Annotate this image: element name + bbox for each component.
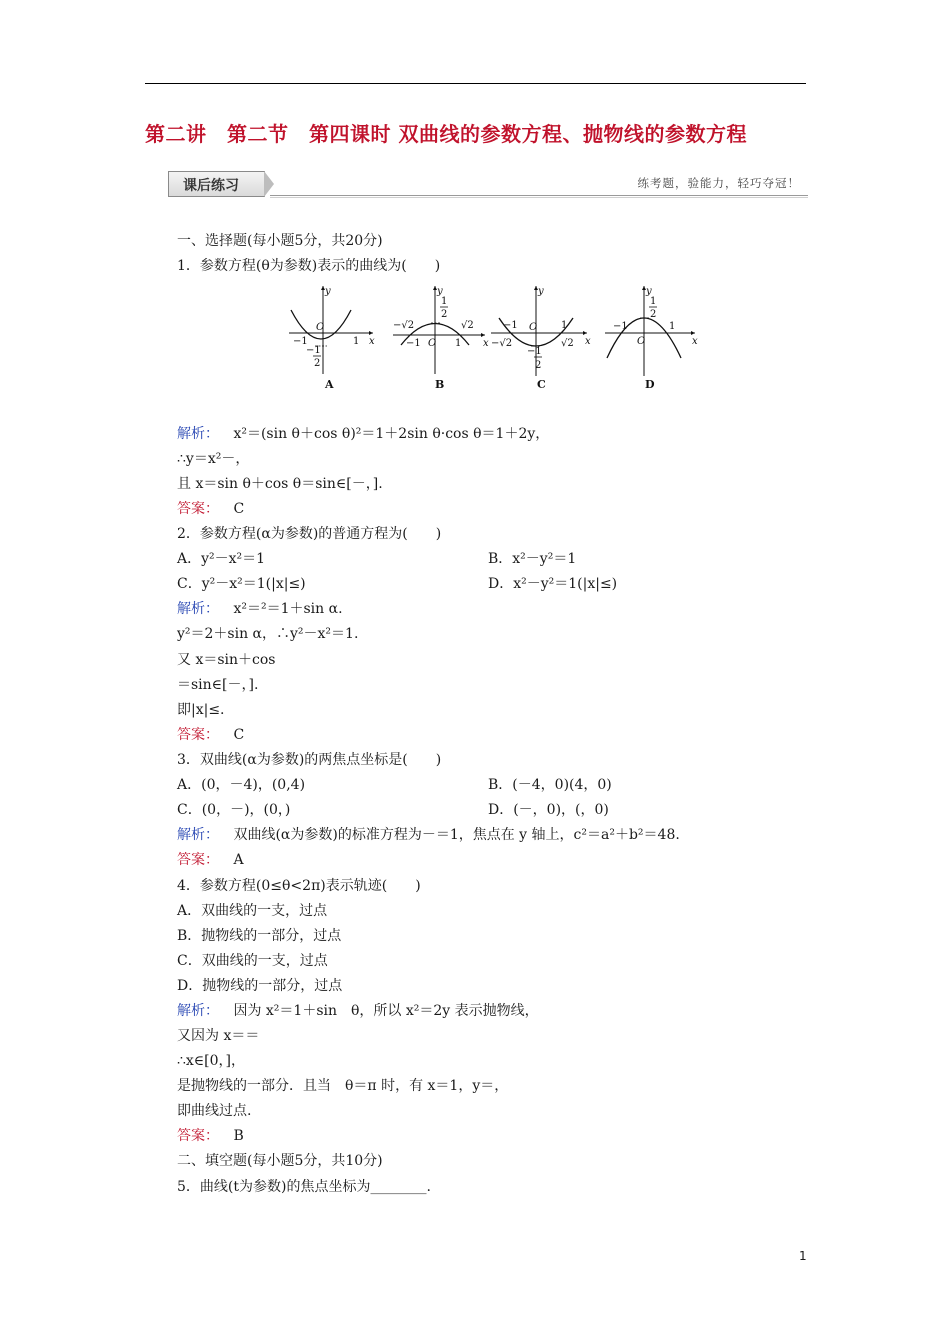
graph-c	[491, 286, 591, 391]
section-2-heading: 二、填空题(每小题5分，共10分)	[177, 1153, 383, 1169]
graph-b-x-label: x	[483, 338, 489, 349]
q2-solution-5: 即|x|≤.	[177, 702, 225, 718]
q3-stem: 3．双曲线(α为参数)的两焦点坐标是( )	[177, 752, 442, 768]
option-d-label: D	[645, 378, 655, 391]
graph-c-half-den: 2	[535, 360, 542, 371]
page-title: 第二讲 第二节 第四课时 双曲线的参数方程、抛物线的参数方程	[145, 122, 747, 146]
graph-b-y-label: y	[437, 286, 443, 297]
q4-option-d: D．抛物线的一部分，过点	[177, 978, 343, 994]
graph-b	[393, 286, 489, 391]
q2-solution-2: y²＝2＋sin α，∴y²－x²＝1.	[177, 626, 359, 642]
graph-d-half-den: 2	[650, 309, 657, 320]
section-heading: 一、选择题(每小题5分，共20分)	[177, 233, 383, 249]
graph-b-neg-sqrt2: −√2	[393, 320, 415, 331]
graph-c-half-num: −1	[527, 346, 542, 357]
option-c-label: C	[537, 378, 546, 391]
q4-answer-line	[177, 1127, 244, 1145]
q1-solution-3: 且 x＝sin θ＋cos θ＝sin∈[－，].	[177, 476, 383, 492]
q1-solution-line	[177, 425, 549, 443]
graph-a-origin: O	[316, 322, 325, 333]
graph-a-half-den: 2	[314, 358, 321, 369]
graph-d	[605, 286, 698, 391]
q1-answer: C	[233, 501, 245, 517]
q4-solution-2: 又因为 x＝＝	[177, 1028, 260, 1044]
q4-answer: B	[233, 1128, 244, 1144]
q1-solution-1: x²＝(sin θ＋cos θ)²＝1＋2sin θ·cos θ＝1＋2y，	[233, 426, 550, 442]
exercise-banner	[168, 171, 808, 197]
graph-a	[289, 286, 375, 391]
graph-d-y-label: y	[646, 286, 652, 297]
q1-analysis-label: 解析：	[177, 426, 219, 442]
q2-solution-3: 又 x＝sin＋cos	[177, 652, 276, 668]
q3-option-b: B．(－4，0)(4，0)	[488, 777, 612, 793]
q2-analysis-label: 解析：	[177, 601, 219, 617]
option-graphs	[285, 282, 705, 392]
q3-solution-1: 双曲线(α为参数)的标准方程为－＝1，焦点在 y 轴上，c²＝a²＋b²＝48.	[233, 827, 680, 843]
graph-c-x-label: x	[585, 336, 591, 347]
q4-solution-4: 是抛物线的一部分．且当 θ＝π 时，有 x＝1，y＝，	[177, 1078, 509, 1094]
graph-b-one: 1	[455, 338, 462, 349]
q2-answer-line	[177, 726, 244, 744]
q4-solution-3: ∴x∈[0，]，	[177, 1053, 245, 1069]
graph-b-half-den: 2	[441, 309, 448, 320]
q2-option-d: D．x²－y²＝1(|x|≤)	[488, 576, 618, 592]
q5-stem: 5．曲线(t为参数)的焦点坐标为________.	[177, 1179, 431, 1195]
q4-option-a: A．双曲线的一支，过点	[177, 903, 328, 919]
graph-d-neg-one: −1	[613, 321, 628, 332]
q4-stem: 4．参数方程(0≤θ<2π)表示轨迹( )	[177, 878, 421, 894]
q3-option-d: D．(－，0)，(，0)	[488, 802, 609, 818]
graph-d-origin: O	[637, 336, 646, 347]
graph-b-origin: O	[428, 338, 437, 349]
graph-d-half-num: 1	[650, 296, 657, 307]
q3-option-c: C．(0，－)，(0，)	[177, 802, 291, 818]
graph-a-y-label: y	[325, 286, 331, 297]
question-1-stem: 1．参数方程(θ为参数)表示的曲线为( )	[177, 258, 441, 274]
q4-solution-1: 因为 x²＝1＋sin θ，所以 x²＝2y 表示抛物线，	[233, 1003, 539, 1019]
q3-analysis-label: 解析：	[177, 827, 219, 843]
graph-c-sqrt2: √2	[561, 338, 574, 349]
q4-solution-line	[177, 1002, 539, 1020]
q3-answer: A	[233, 852, 244, 868]
header-rule	[145, 83, 806, 84]
banner-slogan: 练考题，验能力，轻巧夺冠！	[637, 176, 800, 190]
q4-option-b: B．抛物线的一部分，过点	[177, 928, 342, 944]
q3-solution-line	[177, 826, 680, 844]
q3-answer-label: 答案：	[177, 852, 219, 868]
q2-solution-4: ＝sin∈[－，].	[177, 677, 259, 693]
q4-option-c: C．双曲线的一支，过点	[177, 953, 328, 969]
q2-option-a: A．y²－x²＝1	[177, 551, 266, 567]
tab-arrow-icon	[264, 171, 274, 197]
graph-a-x-label: x	[369, 336, 375, 347]
graph-b-sqrt2: √2	[461, 320, 474, 331]
graph-c-one: 1	[561, 320, 568, 331]
q4-answer-label: 答案：	[177, 1128, 219, 1144]
graph-b-neg-one: −1	[406, 338, 421, 349]
q1-answer-label: 答案：	[177, 501, 219, 517]
q3-option-a: A．(0，－4)，(0,4)	[177, 777, 306, 793]
graph-a-half-num: −1	[306, 345, 321, 356]
graph-b-half-num: 1	[441, 296, 448, 307]
graph-c-neg-one: −1	[503, 320, 518, 331]
q2-option-b: B．x²－y²＝1	[488, 551, 577, 567]
section-tab	[168, 171, 265, 197]
q2-solution-1: x²＝²＝1＋sin α.	[233, 601, 343, 617]
q1-answer-line	[177, 500, 244, 518]
q2-stem: 2．参数方程(α为参数)的普通方程为( )	[177, 526, 442, 542]
graph-d-one: 1	[669, 321, 676, 332]
q2-answer: C	[233, 727, 245, 743]
graph-a-neg-one: −1	[293, 336, 308, 347]
graph-c-neg-sqrt2: −√2	[491, 338, 513, 349]
option-a-label: A	[325, 378, 334, 391]
q4-analysis-label: 解析：	[177, 1003, 219, 1019]
q2-answer-label: 答案：	[177, 727, 219, 743]
page-number: 1	[799, 1249, 807, 1263]
q3-answer-line	[177, 851, 244, 869]
section-tab-label: 课后练习	[183, 178, 239, 194]
banner-rule-shadow	[270, 197, 808, 198]
graph-c-origin: O	[529, 322, 538, 333]
q4-solution-5: 即曲线过点.	[177, 1103, 252, 1119]
q2-option-c: C．y²－x²＝1(|x|≤)	[177, 576, 306, 592]
option-b-label: B	[435, 378, 445, 391]
q2-solution-line	[177, 600, 343, 618]
graph-c-y-label: y	[538, 286, 544, 297]
banner-rule	[270, 195, 808, 196]
q1-solution-2: ∴y＝x²－，	[177, 451, 250, 467]
graph-a-one: 1	[353, 336, 360, 347]
graph-d-x-label: x	[692, 336, 698, 347]
